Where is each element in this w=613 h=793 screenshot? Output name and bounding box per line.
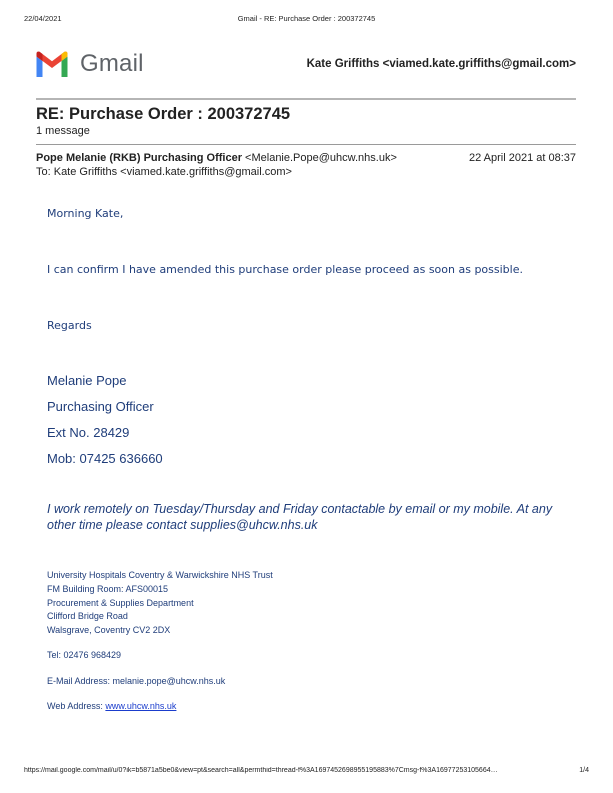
web-label: Web Address:: [47, 701, 103, 711]
signature-role: Purchasing Officer: [47, 399, 154, 414]
print-date: 22/04/2021: [24, 14, 62, 23]
gmail-wordmark: Gmail: [80, 50, 144, 77]
address-line: Procurement & Supplies Department: [47, 598, 194, 608]
message-date: 22 April 2021 at 08:37: [468, 152, 576, 164]
remote-note-text: I work remotely on Tuesday/Thursday and Friday contactable by email or my mobile. At any other time please contact: [47, 502, 553, 532]
address-line: University Hospitals Coventry & Warwickshire NHS Trust: [47, 570, 273, 580]
subject-divider: [36, 144, 576, 145]
telephone: Tel: 02476 968429: [47, 650, 122, 660]
print-title: Gmail - RE: Purchase Order : 200372745: [237, 14, 376, 23]
recipient-line: To: Kate Griffiths <viamed.kate.griffiths@gmail.com>: [36, 166, 292, 178]
gmail-logo-icon: [34, 50, 70, 78]
address-line: FM Building Room: AFS00015: [47, 584, 169, 594]
email-label: E-Mail Address:: [47, 676, 111, 686]
address-line: Clifford Bridge Road: [47, 611, 128, 621]
from-line: [36, 152, 576, 164]
print-header: [24, 14, 589, 26]
account-label: Kate Griffiths <viamed.kate.griffiths@gmail.com>: [306, 58, 576, 70]
email-address-line: [47, 676, 225, 686]
header-divider: [36, 98, 576, 100]
greeting: Morning Kate,: [47, 207, 124, 220]
sender-name: Pope Melanie (RKB) Purchasing Officer: [36, 152, 242, 164]
sender-email[interactable]: <Melanie.Pope@uhcw.nhs.uk>: [245, 152, 397, 164]
address-line: Walsgrave, Coventry CV2 2DX: [47, 625, 171, 635]
signature-ext: Ext No. 28429: [47, 425, 130, 440]
message-count: 1 message: [36, 125, 90, 137]
signature-mobile: Mob: 07425 636660: [47, 451, 163, 466]
gmail-logo[interactable]: [34, 48, 144, 80]
thread-subject: RE: Purchase Order : 200372745: [36, 105, 291, 123]
print-url: https://mail.google.com/mail/u/0?ik=b5871a5be0&view=pt&search=all&permthid=thread-f%3A1697452698955195883%7Cmsg-f%3A16977253105664…: [24, 767, 498, 774]
supplies-email-link[interactable]: supplies@uhcw.nhs.uk: [190, 518, 318, 532]
closing: Regards: [47, 319, 92, 332]
signature-name: Melanie Pope: [47, 373, 127, 388]
message-body: I can confirm I have amended this purchase order please proceed as soon as possible.: [47, 263, 523, 276]
email-link[interactable]: melanie.pope@uhcw.nhs.uk: [112, 676, 226, 686]
page-number: 1/4: [579, 767, 589, 774]
web-link[interactable]: www.uhcw.nhs.uk: [105, 701, 177, 711]
web-address-line: [47, 701, 176, 711]
remote-work-note: [47, 501, 567, 533]
